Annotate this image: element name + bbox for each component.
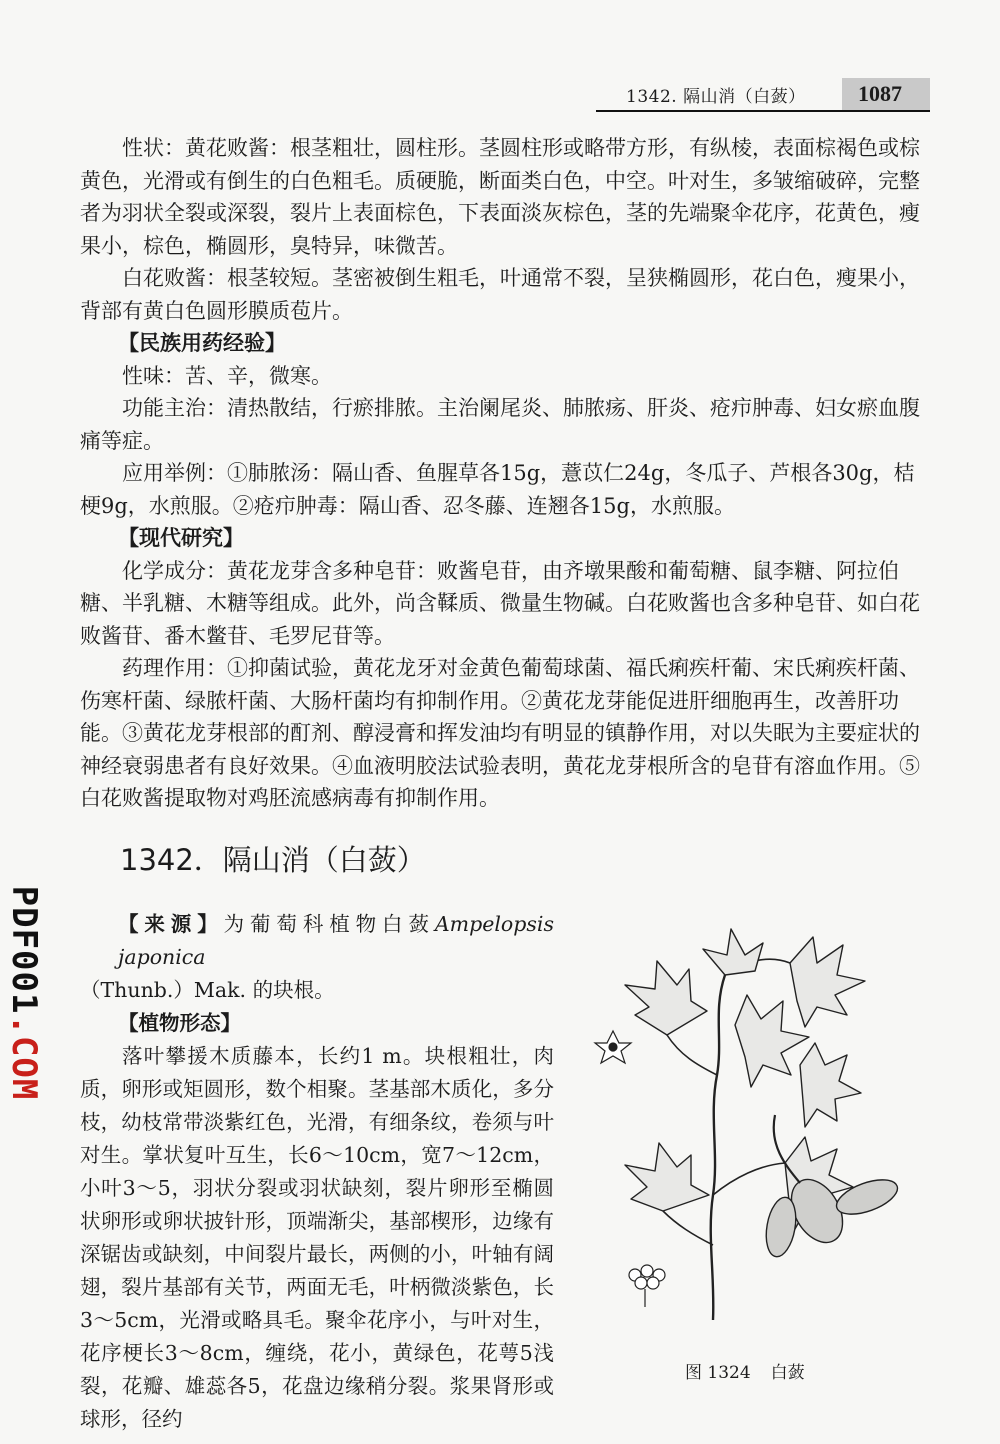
branch: [713, 1163, 785, 1195]
flower-center: [609, 1043, 617, 1051]
branch: [663, 1211, 713, 1245]
stem: [711, 975, 725, 1320]
section-heading-ethnic-use: 【民族用药经验】: [118, 330, 286, 355]
running-header: [596, 78, 930, 112]
figure-name: 白蔹: [770, 1363, 805, 1383]
page-number: 1087: [858, 81, 902, 106]
berry: [641, 1265, 653, 1277]
watermark-logo: [4, 868, 44, 1118]
paragraph-functions: 功能主治：清热散结，行瘀排脓。主治阑尾炎、肺脓疡、肝炎、疮疖肿毒、妇女瘀血腹痛等症。: [80, 396, 920, 453]
top-text-block: [80, 132, 930, 815]
header-title: 1342. 隔山消（白蔹）: [626, 87, 806, 107]
paragraph-taste: 性味：苦、辛，微寒。: [122, 363, 332, 388]
figure-label: 图 1324: [685, 1363, 751, 1383]
leaf: [790, 937, 865, 1027]
source-continuation: （Thunb.）Mak. 的块根。: [80, 978, 335, 1002]
paragraph-pharmacology: 药理作用：①抑菌试验，黄花龙牙对金黄色葡萄球菌、福氏痢疾杆葡、宋氏痢疾杆菌、伤寒杆菌、绿脓杆菌、大肠杆菌均有抑制作用。②黄花龙芽能促进肝细胞再生，改善肝功能。③黄花龙芽根部的酊剂、醇浸膏和挥发油均有明显的镇静作用，对以失眠为主要症状的神经衰弱患者有良好效果。④血液明胶法试验表明，黄花龙芽根所含的皂苷有溶血作用。⑤白花败酱提取物对鸡胚流感病毒有抑制作用。: [80, 656, 920, 810]
leaf: [625, 961, 707, 1035]
logo-text-main: PDF001: [4, 885, 44, 1015]
section-heading-modern-research: 【现代研究】: [118, 525, 244, 550]
leaf: [800, 1043, 861, 1127]
branch: [667, 1035, 717, 1075]
article-title: 1342．隔山消（白蔹）: [120, 843, 426, 877]
paragraph-appearance-yellow: 性状：黄花败酱：根茎粗壮，圆柱形。茎圆柱形或略带方形，有纵棱，表面棕褐色或棕黄色，光滑或有倒生的白色粗毛。质硬脆，断面类白色，中空。叶对生，多皱缩破碎，完整者为羽状全裂或深裂，裂片上表面棕色，下表面淡灰棕色，茎的先端聚伞花序，花黄色，瘦果小，棕色，椭圆形，臭特异，味微苦。: [80, 136, 920, 258]
latin-name: Ampelopsis japonica: [118, 912, 554, 969]
source-paragraph: [80, 908, 554, 974]
source-text: 为葡萄科植物白蔹: [223, 912, 435, 936]
leaf: [703, 929, 763, 975]
plant-illustration: [585, 915, 935, 1335]
page-number-box: [842, 78, 930, 110]
paragraph-chemistry: 化学成分：黄花龙芽含多种皂苷：败酱皂苷，由齐墩果酸和葡萄糖、鼠李糖、阿拉伯糖、半乳糖、木糖等组成。此外，尚含鞣质、微量生物碱。白花败酱也含多种皂苷、如白花败酱苷、番木鳖苷、毛罗尼苷等。: [80, 558, 920, 648]
section-heading-morphology: 【植物形态】: [118, 1011, 241, 1035]
tuber: [832, 1173, 902, 1221]
figure-caption: [685, 1358, 825, 1383]
berry: [647, 1277, 659, 1289]
article-body: [80, 908, 554, 1436]
logo-text-domain: .COM: [4, 1014, 44, 1101]
header-rule: [596, 110, 930, 112]
leaf: [625, 1143, 709, 1211]
morphology-paragraph: 落叶攀援木质藤本，长约1 m。块根粗壮，肉质，卵形或矩圆形，数个相聚。茎基部木质化，多分枝，幼枝常带淡紫红色，光滑，有细条纹，卷须与叶对生。掌状复叶互生，长6～10cm，宽7～12cm，小叶3～5，羽状分裂或羽状缺刻，裂片卵形至椭圆状卵形或卵状披针形，顶端渐尖，基部楔形，边缘有深锯齿或缺刻，中间裂片最长，两侧的小，叶轴有阔翅，裂片基部有关节，两面无毛，叶柄微淡紫色，长3～5cm，光滑或略具毛。聚伞花序小，与叶对生，花序梗长3～8cm，缠绕，花小，黄绿色，花萼5浅裂，花瓣、雄蕊各5，花盘边缘稍分裂。浆果肾形或球形，径约: [80, 1044, 554, 1431]
source-label: 【来源】: [118, 912, 224, 936]
paragraph-examples: 应用举例：①肺脓汤：隔山香、鱼腥草各15g，薏苡仁24g，冬瓜子、芦根各30g，桔梗9g，水煎服。②疮疖肿毒：隔山香、忍冬藤、连翘各15g，水煎服。: [80, 461, 915, 518]
paragraph-appearance-white: 白花败酱：根茎较短。茎密被倒生粗毛，叶通常不裂，呈狭椭圆形，花白色，瘦果小，背部有黄白色圆形膜质苞片。: [80, 266, 920, 323]
berry: [635, 1277, 647, 1289]
leaf: [735, 995, 809, 1087]
